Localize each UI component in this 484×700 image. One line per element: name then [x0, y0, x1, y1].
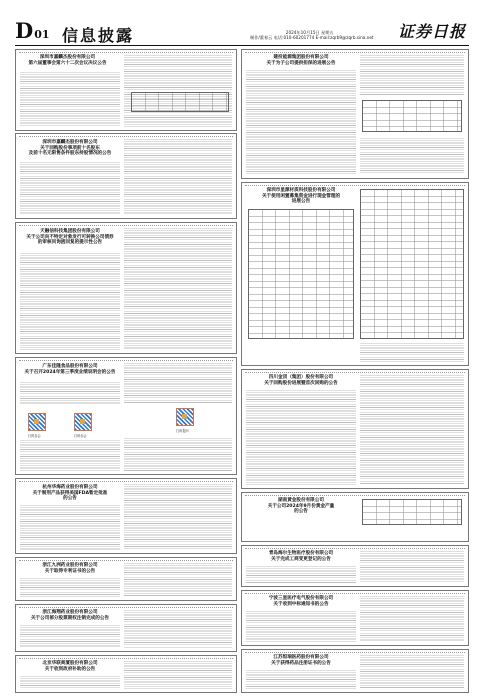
article-a3[interactable] — [15, 222, 237, 354]
article-title: 建投能源集团股份有限公司 关于为子公司提供担保的进展公告 — [266, 55, 336, 66]
article-meta-line — [19, 136, 233, 138]
article-body — [20, 578, 120, 597]
article-title: 深圳市嘉麟杰股份有限公司 关于回购股份事项前十名股东 及前十名无限售条件股东持股情况的公告 — [28, 140, 112, 157]
article-body — [20, 440, 120, 471]
article-meta-line — [245, 52, 465, 54]
article-a8[interactable] — [15, 655, 237, 693]
article-title: 北京华联商厦股份有限公司 关于收到政府补助的公告 — [42, 661, 98, 672]
article-meta-line — [19, 360, 233, 362]
qr-label: 扫码参会 — [28, 434, 41, 438]
article-title: 四川金顶（集团）股份有限公司 关于回购股份进展暨首次回购的公告 — [264, 375, 338, 386]
article-title: 杭州华海药业股份有限公司 关于制剂产品获得美国FDA暂定批准 的公告 — [32, 485, 108, 502]
article-title: 浙江九洲药业股份有限公司 关于取得专利证书的公告 — [42, 563, 98, 574]
article-a14[interactable] — [241, 590, 469, 646]
article-a1[interactable] — [15, 49, 237, 131]
dateline — [250, 30, 374, 40]
article-body — [360, 55, 464, 95]
article-meta-line — [19, 607, 233, 609]
article-meta-line — [245, 593, 465, 595]
article-a7[interactable] — [15, 604, 237, 652]
article-body — [360, 375, 464, 485]
article-meta-line — [19, 658, 233, 660]
article-body — [124, 363, 232, 403]
data-table — [362, 499, 462, 525]
header-rule — [15, 45, 469, 46]
data-table — [362, 100, 462, 132]
article-body — [124, 55, 232, 127]
dateline-date: 2024年10月15日 星期五 — [285, 30, 334, 35]
article-body — [124, 484, 232, 550]
article-body — [246, 611, 356, 642]
page-header — [0, 0, 484, 44]
article-body — [20, 72, 120, 127]
edition-letter: D — [15, 18, 34, 43]
article-meta-line — [245, 495, 465, 497]
article-meta-line — [19, 52, 233, 54]
article-title: 深圳市嘉麟杰股份有限公司 第六届董事会第六十二次会议决议公告 — [28, 55, 107, 66]
qr-label: 扫码参会 — [74, 434, 87, 438]
article-body — [360, 138, 464, 175]
article-body — [246, 670, 356, 689]
article-meta-line — [245, 372, 465, 374]
data-table — [248, 209, 354, 339]
article-title: 宁波三星医疗电气股份有限公司 关于收到中标通知书的公告 — [268, 596, 334, 607]
data-table — [131, 92, 229, 112]
article-body — [246, 390, 356, 485]
qr-code[interactable] — [28, 413, 46, 431]
article-body — [20, 382, 120, 404]
article-body — [124, 563, 232, 597]
article-meta-line — [245, 185, 465, 187]
article-a4[interactable] — [15, 357, 237, 475]
article-a2[interactable] — [15, 133, 237, 219]
article-a13[interactable] — [241, 545, 469, 587]
edition-page-number: 01 — [34, 28, 50, 41]
article-body — [124, 438, 232, 471]
article-a12[interactable] — [241, 492, 469, 542]
article-body — [20, 676, 120, 689]
qr-label: 扫码提问 — [176, 429, 189, 433]
qr-code[interactable] — [176, 408, 194, 426]
article-body — [20, 505, 120, 550]
article-a5[interactable] — [15, 478, 237, 554]
article-title: 广东佳隆食品股份有限公司 关于召开2024年第三季度业绩说明会的公告 — [24, 364, 116, 375]
article-title: 浙江海翔药业股份有限公司 关于公司部分股票期权注销完成的公告 — [30, 610, 110, 621]
article-body — [246, 566, 356, 583]
article-body — [20, 162, 120, 215]
article-a15[interactable] — [241, 649, 469, 693]
section-title: 信息披露 — [62, 26, 135, 45]
article-meta-line — [19, 225, 233, 227]
article-body — [20, 253, 120, 350]
article-a10[interactable] — [241, 182, 469, 366]
article-body — [124, 610, 232, 648]
data-table — [360, 189, 464, 339]
article-a11[interactable] — [241, 369, 469, 489]
newspaper-masthead: 证券日报 — [398, 22, 467, 41]
article-body — [124, 228, 232, 350]
article-title: 湖南黄金股份有限公司 关于公司2024年9月份黄金产量 的公告 — [267, 498, 335, 515]
article-title: 江苏恒瑞医药股份有限公司 关于获得药品注册证书的公告 — [271, 655, 331, 666]
article-a6[interactable] — [15, 557, 237, 601]
article-a9[interactable] — [241, 49, 469, 179]
article-body — [246, 70, 356, 175]
article-body — [360, 343, 464, 362]
article-body — [20, 625, 120, 648]
article-body — [124, 661, 232, 689]
article-meta-line — [245, 652, 465, 654]
article-meta-line — [19, 560, 233, 562]
article-body — [124, 139, 232, 215]
article-meta-line — [19, 481, 233, 483]
article-body — [360, 596, 464, 642]
edition-number — [15, 20, 50, 46]
article-body — [360, 655, 464, 689]
article-title: 深圳市星源材质科技股份有限公司 关于使用闲置募集资金进行现金管理的 进展公告 — [261, 188, 341, 205]
article-body — [360, 551, 464, 583]
article-title: 天融信科技集团股份有限公司 关于公司向不特定对象发行可转换公司债券 的审核问询函回复的提示性公告 — [26, 229, 114, 246]
article-meta-line — [245, 548, 465, 550]
dateline-contact: 制作/董春云 电话:010-60201774 E-mail:zqrb9@zqrb.sina.net — [250, 35, 374, 40]
qr-code[interactable] — [74, 413, 92, 431]
article-title: 青岛海尔生物医疗股份有限公司 关于完成工商变更登记的公告 — [268, 551, 334, 562]
